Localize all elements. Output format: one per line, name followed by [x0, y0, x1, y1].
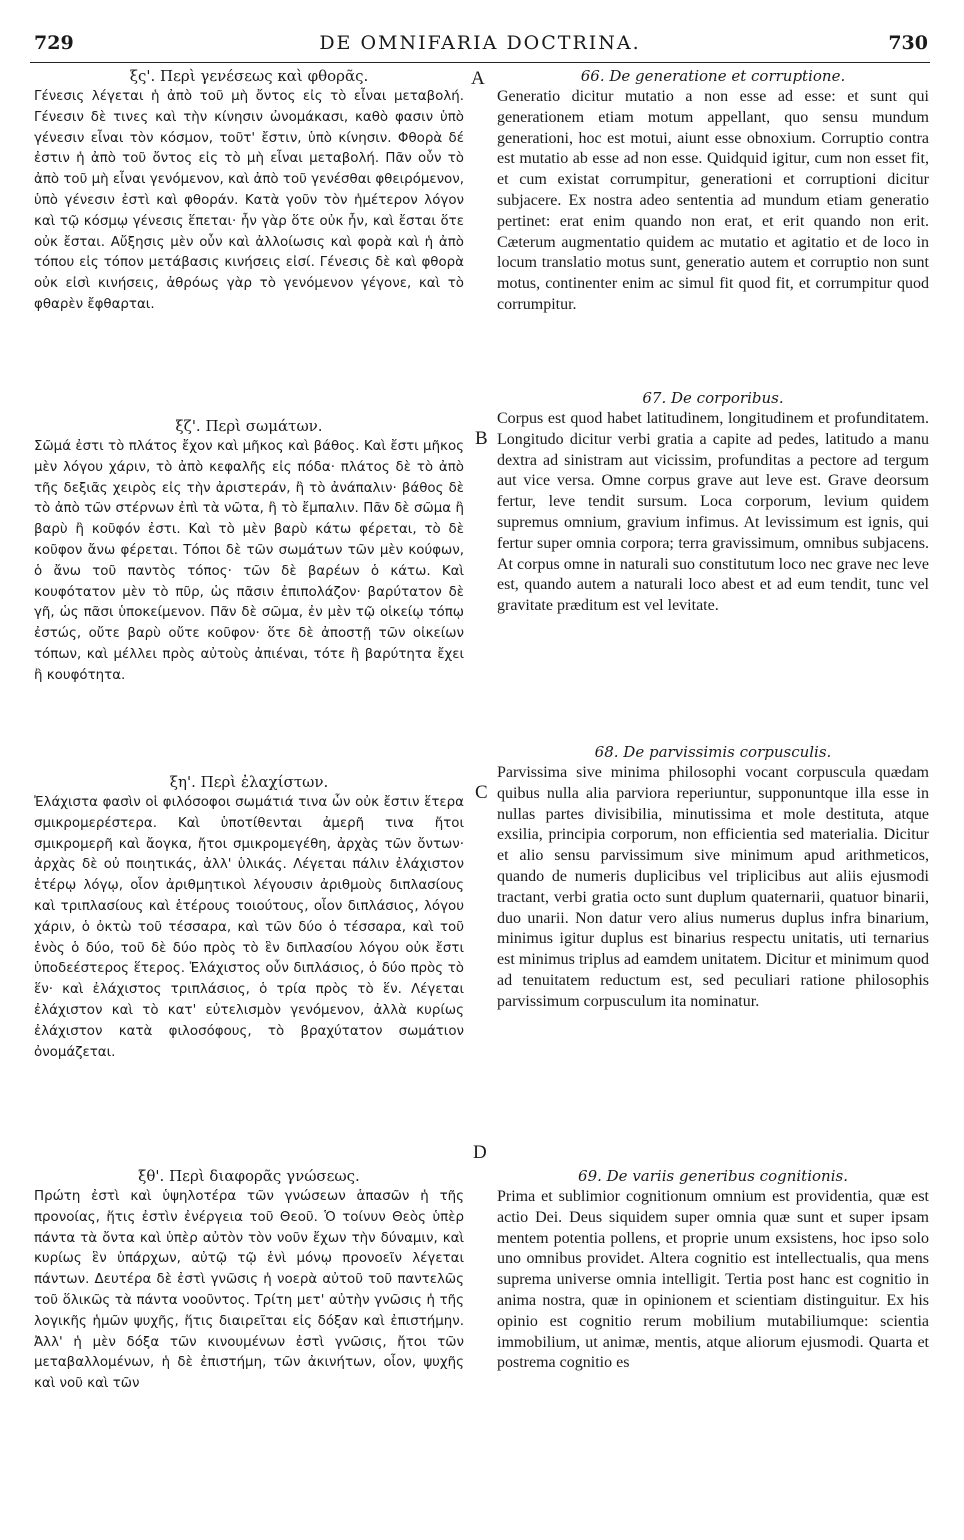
section-title: 68. De parvissimis corpusculis. [594, 743, 832, 761]
margin-marker-d: D [473, 1142, 487, 1163]
margin-marker-a: A [471, 68, 485, 89]
page-number-left: 729 [34, 32, 74, 54]
section-title: 69. De variis generibus cognitionis. [578, 1167, 848, 1185]
section-text: Πρώτη ἐστὶ καὶ ὑψηλοτέρα τῶν γνώσεων ἁπασῶν ἡ τῆς προνοίας, ἥτις ἐστὶν ἐνέργεια τοῦ Θεοῦ. Ὁ τοίνυν Θεὸς ὑπὲρ πάντα τὰ ὄντα καὶ ὑπὲρ αὐτὸν τὸν νοῦν ἔχων τὴν δύναμιν, καὶ κυρίως ἓν ὑπάρχων, αὐτῷ τῷ ἑνὶ μόνῳ προνοεῖν λέγεται πάντων. Δευτέρα δὲ ἐστὶ γνῶσις ἡ νοερὰ αὐτοῦ τοῦ παντελῶς τοῦ ὅλικῶς τὰ πάντα νοοῦντος. Τρίτη μετ' αὐτὴν γνῶσις ἡ τῆς λογικῆς ἡμῶν ψυχῆς, ἥτις διαιρεῖται εἰς δόξαν καὶ ἐπιστήμην. Ἀλλ' ἡ μὲν δόξα τῶν κινουμένων ἐστὶ γνῶσις, ἤτοι τῶν μεταβαλλομένων, ἡ δὲ ἐπιστήμη, τῶν ἀκινήτων, οἷον, ψυχῆς καὶ νοῦ καὶ τῶν [34, 1189, 464, 1392]
latin-section-68 [497, 742, 929, 1013]
section-text: Parvissima sive minima philosophi vocant corpuscula quædam quibus nulla alia parviora reperiuntur, supponuntque illa esse in nullas partes divisibilia, minutissima et mole destituta, atque exsilia, principia corporum, non efficientia sed materialia. Dicitur et alio sensu parvissimum sive minimum apud arithmeticos, quando de numeris duplicibus vel triplicibus aut aliis ejusmodi tractant, verbi gratia octo sunt duplum quaternarii, quatuor binarii, duo unarii. Non datur vero alius numerus duplus infra binarium, minimus igitur duplus est binarius respectu unitatis, uti ternarius est minimus triplus ad eamdem unitatem. Dicitur et minimum quod ad tenuitatem reductum est, sed peculiari ratione philosophis parvissimum corpusculum ita nominatur. [497, 764, 929, 1010]
section-text: Ἐλάχιστα φασὶν οἱ φιλόσοφοι σωμάτιά τινα ὧν οὐκ ἔστιν ἕτερα σμικρομερέστερα. Καὶ ὑποτίθενται ἀμερῆ τινα ἤτοι σμικρομερῆ καὶ ἄογκα, ἤτοι σμικρομεγέθη, ἀρχὰς τῶν ὄντων· ἀρχὰς δὲ οὐ ποιητικάς, ἀλλ' ὑλικάς. Λέγεται πάλιν ἐλάχιστον ἑτέρῳ λόγῳ, οἷον ἀριθμητικοὶ λέγουσιν ἀριθμοὺς διπλασίους καὶ τριπλασίους καὶ ἑτέρους τοιούτους, οἷον διπλάσιος, λόγου χάριν, ὁ ὀκτὼ τοῦ τέσσαρα, καὶ τῶν δύο ὁ τέσσαρα, καὶ τοῦ ἑνὸς ὁ δύο, τοῦ δὲ δύο πρὸς τὸ ἓν διπλασίου λόγου οὐκ ἔστι ὑποδεέστερος ἕτερος. Ἐλάχιστος οὖν διπλάσιος, ὁ δύο πρὸς τὸ ἕν· καὶ ἐλάχιστος τριπλάσιος, ὁ τρία πρὸς τὸ ἕν. Λέγεται ἐλάχιστον καὶ τὸ κατ' εὐτελισμὸν γενόμενον, ἀλλὰ κυρίως ἐλάχιστον κατὰ φιλοσόφους, τὸ βραχύτατον σωμάτιον ὀνομάζεται. [34, 795, 464, 1060]
greek-section-67 [34, 416, 464, 687]
latin-section-69 [497, 1166, 929, 1374]
section-title: ξθ'. Περὶ διαφορᾶς γνώσεως. [138, 1167, 360, 1185]
section-title: 66. De generatione et corruptione. [580, 67, 846, 85]
greek-section-69 [34, 1166, 464, 1395]
section-title: ξζ'. Περὶ σωμάτων. [175, 417, 323, 435]
section-text: Σῶμά ἐστι τὸ πλάτος ἔχον καὶ μῆκος καὶ βάθος. Καὶ ἔστι μῆκος μὲν λόγου χάριν, τὸ ἀπὸ κεφαλῆς εἰς πόδα· πλάτος δὲ τὸ ἀπὸ τῆς δεξιᾶς χειρὸς εἰς τὴν ἀριστεράν, ἢ τὸ ἀνάπαλιν· βάθος δὲ τὸ ἀπὸ τῶν στέρνων ἐπὶ τὰ νῶτα, ἢ τὸ ἔμπαλιν. Πᾶν δὲ σῶμα ἢ βαρὺ ἢ κοῦφόν ἐστι. Καὶ τὸ μὲν βαρὺ κάτω φέρεται, τὸ δὲ κοῦφον ἄνω φέρεται. Τόποι δὲ τῶν σωμάτων τῶν μὲν κούφων, ὁ ἄνω τοῦ παντὸς τόπος· τῶν δὲ βαρέων ὁ κάτω. Καὶ κουφότατον μὲν τὸ πῦρ, ὡς πᾶσιν ἐπιπολάζον· βαρύτατον δὲ γῆ, ὡς πᾶσι ὑποκείμενον. Πᾶν δὲ σῶμα, ἐν μὲν τῷ οἰκείῳ τόπῳ ἐστώς, οὔτε βαρὺ οὔτε κοῦφον· ὅτε δὲ ἀποστῇ τῶν οἰκείων τόπων, καὶ μέλλει πρὸς αὐτοὺς ἀπιέναι, τότε ἢ βαρύτητα ἔχει ἢ κουφότητα. [34, 439, 464, 683]
margin-marker-b: B [475, 428, 488, 449]
section-text: Generatio dicitur mutatio a non esse ad esse: et sunt qui generationem etiam motum appellant, quo sensu mundum generationi, hoc est motui, aiunt esse obnoxium. Corruptio contra est mutatio ab esse ad non esse. Quidquid igitur, cum non esset fit, et cum existat corrumpitur, generationi et corruptioni dicitur subjacere. Ex nostra adeo sententia ad mundum etiam generatio pertinet: erat enim quando non erat, et erit quando non erit. Cæterum augmentatio quidem ac mutatio et agitatio et de loco in locum translatio motus sunt, generatio autem et corruptio non sunt motus, continenter enim ac simul fit quod fit, et corrumpitur quod corrumpitur. [497, 88, 929, 313]
page-number-right: 730 [888, 32, 928, 54]
greek-section-68 [34, 772, 464, 1063]
section-title: ξς'. Περὶ γενέσεως καὶ φθορᾶς. [129, 67, 369, 85]
section-title: ξη'. Περὶ ἐλαχίστων. [169, 773, 329, 791]
section-text: Corpus est quod habet latitudinem, longitudinem et profunditatem. Longitudo dicitur verbi gratia a capite ad pedes, latitudo a manu dextra ad sinistram aut vicissim, profunditas a pectore ad tergum aut vice versa. Omne corpus grave aut leve est. Grave deorsum fertur, leve tendit sursum. Loca corporum, levium quidem supremus omnium, gravium infimus. At levissimum est ignis, qui fertur super omnia corpora; terra gravissimum, omnibus subjacens. At corpus omne in naturali suo constitutum loco nec grave nec leve est, quando autem a naturali loco abest et ad eum tendit, tunc vel gravitate præditum est vel levitate. [497, 410, 929, 615]
latin-section-67 [497, 388, 929, 617]
running-header [30, 30, 930, 63]
section-text: Prima et sublimior cognitionum omnium est providentia, quæ est actio Dei. Deus siquidem super omnia quæ sunt et super ipsam mentem potentia pollens, et proprie unum exsistens, hoc ipso solo uno omnibus providet. Altera cognitio est intellectualis, qua mens suprema universe omnia intelligit. Tertia post hanc est cognitio in anima nostra, quæ in opinionem et scientiam distinguitur. Ex his opinio est cognitio rerum mobilium mutabiliumque: scientia immobilium, ut animæ, mentis, atque aliorum ejusmodi. Quarta et postrema cognitio es [497, 1188, 929, 1372]
greek-section-66 [34, 66, 464, 316]
section-text: Γένεσις λέγεται ἡ ἀπὸ τοῦ μὴ ὄντος εἰς τὸ εἶναι μεταβολή. Γένεσιν δὲ τινες καὶ τὴν κίνησιν ὠνομάκασι, καθὸ φασιν ὑπὸ γένεσιν εἶναι τὸν κόσμον, τοῦτ' ἔστιν, ὑπὸ κίνησιν. Φθορὰ δέ ἐστιν ἡ ἀπὸ τοῦ ὄντος εἰς τὸ μὴ εἶναι μεταβολή. Πᾶν οὖν τὸ ἀπὸ τοῦ μὴ εἶναι γενόμενον, καὶ ἀπὸ τοῦ γενέσθαι φθειρόμενον, ὑπὸ γένεσιν ἐστὶ καὶ φθοράν. Κατὰ γοῦν τὸν ἡμέτερον λόγον καὶ τῷ κόσμῳ γένεσις ἕπεται· ἦν γὰρ ὅτε οὐκ ἦν, καὶ ἔσται ὅτε οὐκ ἔσται. Αὔξησις μὲν οὖν καὶ ἀλλοίωσις καὶ φορὰ καὶ ἡ ἀπὸ τόπου εἰς τόπον μετάβασις κινήσεις εἰσί. Γένεσις δὲ καὶ φθορὰ οὐκ εἰσὶ κινήσεις, ἀθρόως γὰρ τὸ γενόμενον γέγονε, καὶ τὸ φθαρὲν ἔφθαρται. [34, 89, 464, 312]
running-title: DE OMNIFARIA DOCTRINA. [319, 32, 641, 54]
latin-section-66 [497, 66, 929, 316]
section-title: 67. De corporibus. [642, 389, 784, 407]
margin-marker-c: C [475, 782, 488, 803]
